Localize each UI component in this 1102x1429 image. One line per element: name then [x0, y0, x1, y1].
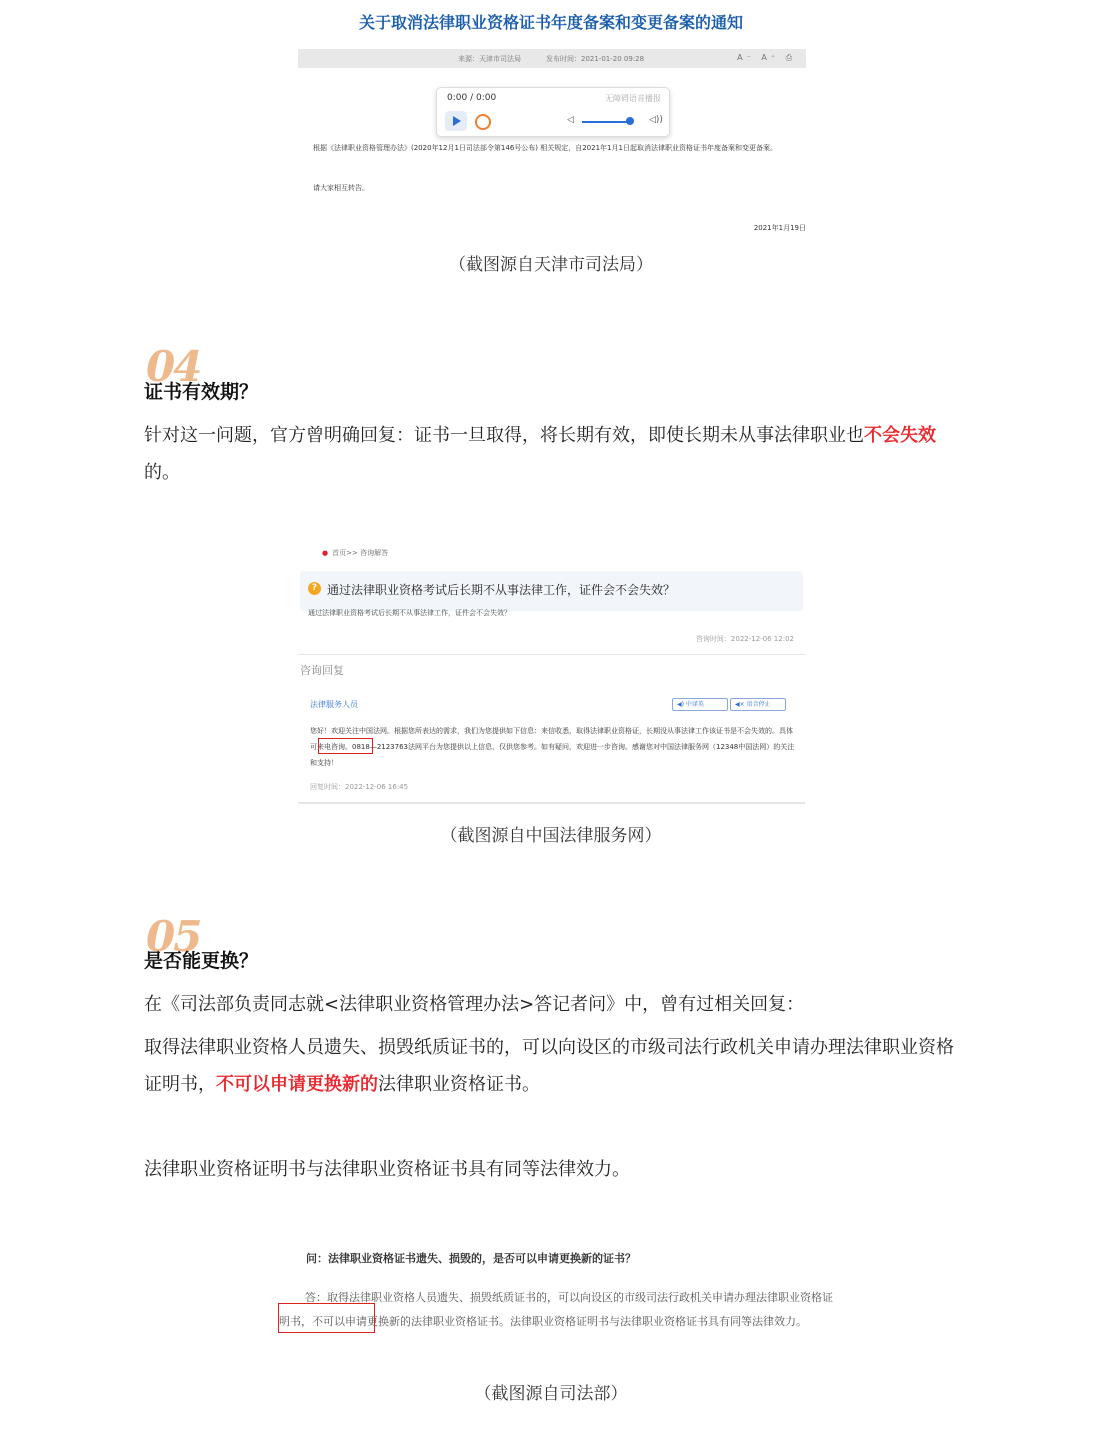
barrier-free-voice-link[interactable]: 无障碍语音播报	[605, 94, 661, 103]
answer-line: 答：取得法律职业资格人员遗失、损毁纸质证书的，可以向设区的市级司法行政机关申请办理法律	[305, 1291, 778, 1304]
stop-voice-button[interactable]	[730, 698, 786, 711]
para-text: 的。	[144, 462, 180, 483]
stop-voice-label: 语音停止	[746, 701, 771, 708]
section-number-04: 04	[146, 342, 201, 391]
question-title: 通过法律职业资格考试后长期不从事法律工作，证件会不会失效？	[327, 583, 676, 597]
player-timecode: 0:00 / 0:00	[447, 93, 497, 103]
notice-publish-time: 发布时间：2021-01-20 09:28	[546, 55, 645, 63]
para-text: 法律职业资格证书。	[378, 1074, 540, 1095]
speaker-icon: ◀)	[677, 701, 686, 708]
font-size-print-tools[interactable]: A⁻ A⁺ ⎙	[737, 53, 796, 62]
para-text: 取得法律职业资格人员遗失、损毁纸质证书的，可以向设区的市级司法行政机关申请办理法律职业资格证明书，	[144, 1037, 954, 1095]
section-title-validity: 证书有效期？	[144, 381, 259, 403]
moj-question: 问：法律职业资格证书遗失、损毁的，是否可以申请更换新的证书？	[306, 1252, 636, 1265]
para-text: 针对这一问题，官方曾明确回复：证书一旦取得，将长期有效，即使长期未从事法律职业也	[144, 425, 864, 446]
volume-slider[interactable]	[582, 121, 630, 123]
reply-box	[298, 688, 805, 804]
section4-paragraph	[144, 417, 964, 491]
question-box	[300, 571, 803, 617]
section-title-replacement: 是否能更换？	[144, 950, 259, 972]
notice-forward-text: 请大家相互转告。	[313, 184, 369, 192]
replay-icon[interactable]	[475, 114, 491, 130]
mute-icon[interactable]: ◁	[567, 115, 574, 125]
caption-tianjin: （截图源自天津市司法局）	[449, 255, 653, 275]
reply-text: 您好！欢迎关注中国法网。根据您所表达的需求，我们为您提供如下信息：来信收悉，取得法律职业资格证，长期没从事法律工作该证书是不会失效的。具体可来电咨询。0818—2123763法网平台为您提供以上信息，仅供您参考。如有疑问，欢迎进一步咨询。感谢您对中国法律服务网（12348中国法网）的关注和支持！	[310, 727, 795, 767]
play-icon[interactable]	[445, 111, 467, 131]
reply-author: 法律服务人员	[310, 700, 358, 709]
volume-icon[interactable]: ◁))	[649, 115, 663, 125]
bullet-icon: ●	[322, 549, 329, 557]
breadcrumb-text[interactable]: 首页>> 咨询解答	[332, 549, 389, 557]
caption-moj: （截图源自司法部）	[474, 1384, 628, 1404]
highlight-text: 不可以申请更换新的	[216, 1074, 378, 1095]
section5-paragraph-3: 法律职业资格证明书与法律职业资格证书具有同等法律效力。	[144, 1159, 630, 1180]
notice-meta-bar	[298, 49, 806, 68]
section5-paragraph-2	[144, 1029, 964, 1103]
reply-heading: 咨询回复	[300, 664, 344, 677]
highlight-box	[318, 738, 373, 754]
section5-paragraph-1: 在《司法部负责同志就<法律职业资格管理办法>答记者问》中，曾有过相关回复：	[144, 994, 805, 1015]
translate-label: 中译英	[685, 701, 704, 708]
mute-icon: ◀×	[735, 701, 747, 708]
question-time: 咨询时间：2022-12-06 12:02	[695, 635, 794, 643]
reply-time: 回复时间：2022-12-06 16:45	[310, 783, 409, 791]
question-subtext: 通过法律职业资格考试后长期不从事法律工作，证件会不会失效？	[308, 609, 511, 617]
highlight-text: 不会失效	[864, 425, 936, 446]
boxed-text: 职业资格证明书，	[279, 1291, 833, 1328]
section-number-05: 05	[146, 912, 201, 961]
divider	[298, 654, 805, 655]
volume-slider-knob[interactable]	[626, 117, 634, 125]
answer-rest: 不可以申请更换新的法律职业资格证书。法律职业资格证明书与法律职业资格证书具有同等法律效力。	[312, 1315, 807, 1328]
highlight-box	[278, 1303, 375, 1333]
question-icon: ?	[308, 582, 321, 595]
breadcrumb[interactable]	[322, 548, 388, 558]
notice-title: 关于取消法律职业资格证书年度备案和变更备案的通知	[358, 13, 743, 32]
notice-body: 根据《法律职业资格管理办法》(2020年12月1日司法部令第146号公布) 相关规定，自2021年1月1日起取消法律职业资格证书年度备案和变更备案。	[313, 144, 777, 152]
translate-button[interactable]	[672, 698, 728, 711]
caption-legal-service: （截图源自中国法律服务网）	[440, 826, 662, 846]
audio-player	[436, 87, 670, 137]
notice-date: 2021年1月19日	[753, 224, 806, 232]
notice-source: 来源：天津市司法局	[458, 55, 521, 63]
